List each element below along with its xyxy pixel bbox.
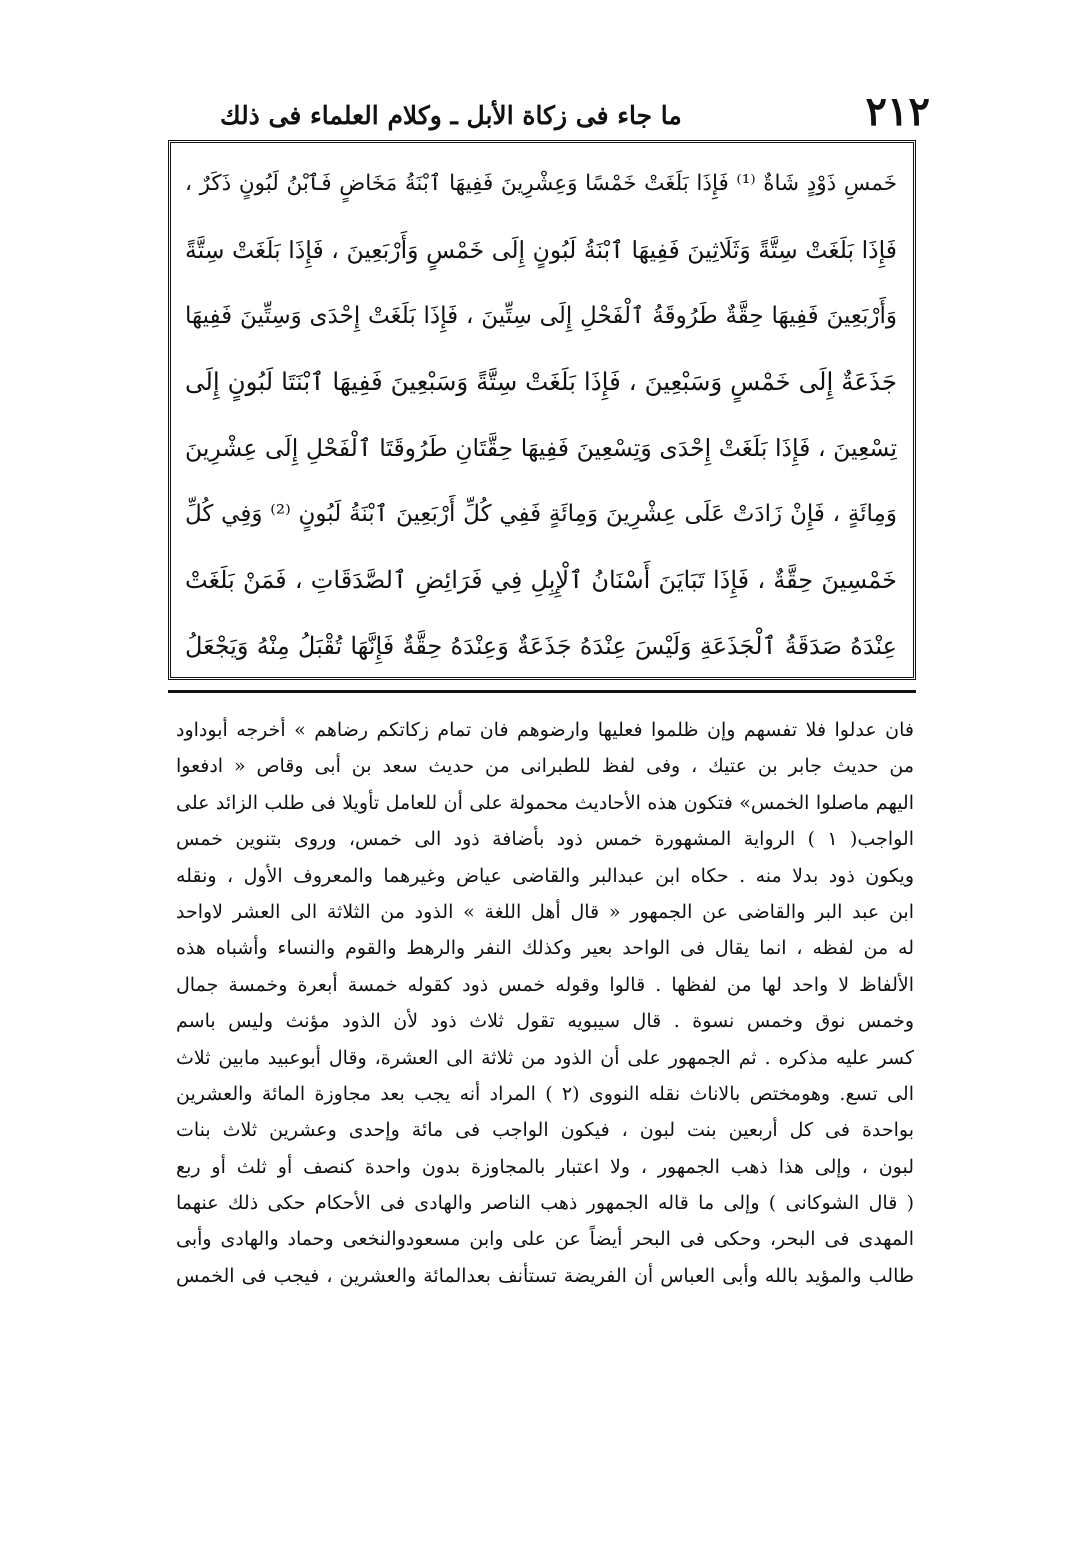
main-text-line: خَمسِ ذَوْدٍ شَاةٌ ⁽¹⁾ فَإِذَا بَلَغَتْ خَمْسًا وَعِشْرِينَ فَفِيهَا ٱبْنَةُ مَخَاضٍ فَٱبْنُ لَبُونٍ ذَكَرٌ ، <box>185 171 897 196</box>
footnote-divider <box>168 690 916 693</box>
main-text-line: وَمِائَةٍ ، فَإِنْ زَادَتْ عَلَى عِشْرِينَ وَمِائَةٍ فَفِي كُلِّ أَرْبَعِينَ ٱبْنَةُ لَبُونٍ ⁽²⁾ وَفِي كُلِّ <box>185 501 897 527</box>
footnote-line: كسر عليه مذكره . ثم الجمهور على أن الذود من ثلاثة الى العشرة، وقال أبوعبيد مابين ثلاث <box>176 1046 914 1069</box>
main-text-line: عِنْدَهُ صَدَقَةُ ٱلْجَذَعَةِ وَلَيْسَ عِنْدَهُ جَذَعَةٌ وَعِنْدَهُ حِقَّةٌ فَإِنَّهَا تُقْبَلُ مِنْهُ وَيَجْعَلُ <box>185 632 897 660</box>
footnote-line: الألفاظ لا واحد لها من لفظها . قالوا وقوله خمس ذود كقوله خمسة أبعرة وخمسة جمال <box>176 973 914 996</box>
footnote-line: الى تسع. وهومختص بالاناث نقله النووى (٢ ) المراد أنه يجب بعد مجاوزة المائة والعشرين <box>176 1082 914 1105</box>
footnote-line: بواحدة فى كل أربعين بنت لبون ، فيكون الواجب فى مائة وإحدى وعشرين ثلاث بنات <box>176 1119 914 1142</box>
footnote-line: وخمس نوق وخمس نسوة . قال سيبويه تقول ثلاث ذود لأن الذود مؤنث وليس باسم <box>176 1010 914 1033</box>
footnote-line: من حديث جابر بن عتيك ، وفى لفظ للطبرانى من حديث سعد بن أبى وقاص « ادفعوا <box>176 755 914 778</box>
footnote-line: المهدى فى البحر، وحكى فى البحر أيضاً عن على وابن مسعودوالنخعى وحماد والهادى وأبى <box>176 1228 914 1251</box>
footnote-line: فان عدلوا فلا تفسهم وإن ظلموا فعليها وارضوهم فان تمام زكاتكم رضاهم » أخرجه أبوداود <box>176 719 914 741</box>
footnotes-section <box>176 712 914 1472</box>
running-title: ما جاء فى زكاة الأبل ـ وكلام العلماء فى ذلك <box>220 101 682 130</box>
page-number: ٢١٢ <box>865 88 930 135</box>
footnote-line: ابن عبد البر والقاضى عن الجمهور « قال أهل اللغة » الذود من الثلاثة الى العشر لاواحد <box>176 900 914 923</box>
main-text-frame <box>168 140 916 680</box>
footnote-line: له من لفظه ، انما يقال فى الواحد بعير وكذلك النفر والرهط والقوم والنساء وأشباه هذه <box>176 937 914 960</box>
main-text-line: جَذَعَةٌ إِلَى خَمْسٍ وَسَبْعِينَ ، فَإِذَا بَلَغَتْ سِتَّةً وَسَبْعِينَ فَفِيهَا ٱبْنَتَا لَبُونٍ إِلَى <box>185 367 897 396</box>
footnote-line: الواجب( ١ ) الرواية المشهورة خمس ذود بأضافة ذود الى خمس، وروى بتنوين خمس <box>176 828 914 851</box>
main-text-line: وَأَرْبَعِينَ فَفِيهَا حِقَّةٌ طَرُوقَةُ ٱلْفَحْلِ إِلَى سِتِّينَ ، فَإِذَا بَلَغَتْ إِحْدَى وَسِتِّينَ فَفِيهَا <box>185 303 897 329</box>
footnote-line: اليهم ماصلوا الخمس» فتكون هذه الأحاديث محمولة على أن للعامل تأويلا فى طلب الزائد على <box>176 791 914 814</box>
main-text-line: خَمْسِينَ حِقَّةٌ ، فَإِذَا تَبَايَنَ أَسْنَانُ ٱلْإِبِلِ فِي فَرَائِضِ ٱلصَّدَقَاتِ ، فَمَنْ بَلَغَتْ <box>185 566 897 594</box>
page-header <box>190 80 930 135</box>
main-text-line: تِسْعِينَ ، فَإِذَا بَلَغَتْ إِحْدَى وَتِسْعِينَ فَفِيهَا حِقَّتَانِ طَرُوقَتَا ٱلْفَحْلِ إِلَى عِشْرِينَ <box>185 434 897 462</box>
footnote-line: ويكون ذود بدلا منه . حكاه ابن عبدالبر والقاضى عياض وغيرهما والمعروف الأول ، ونقله <box>176 864 914 887</box>
footnote-line: طالب والمؤيد بالله وأبى العباس أن الفريضة تستأنف بعدالمائة والعشرين ، فيجب فى الخمس <box>176 1264 914 1287</box>
main-text-line: فَإِذَا بَلَغَتْ سِتَّةً وَثَلَاثِينَ فَفِيهَا ٱبْنَةُ لَبُونٍ إِلَى خَمْسٍ وَأَرْبَعِينَ ، فَإِذَا بَلَغَتْ سِتَّةً <box>185 236 897 264</box>
footnote-line: لبون ، وإلى هذا ذهب الجمهور ، ولا اعتبار بالمجاوزة بدون واحدة كنصف أو ثلث أو ربع <box>176 1155 914 1178</box>
footnote-line: ( قال الشوكانى ) وإلى ما قاله الجمهور ذهب الناصر والهادى فى الأحكام حكى ذلك عنهما <box>176 1192 914 1215</box>
